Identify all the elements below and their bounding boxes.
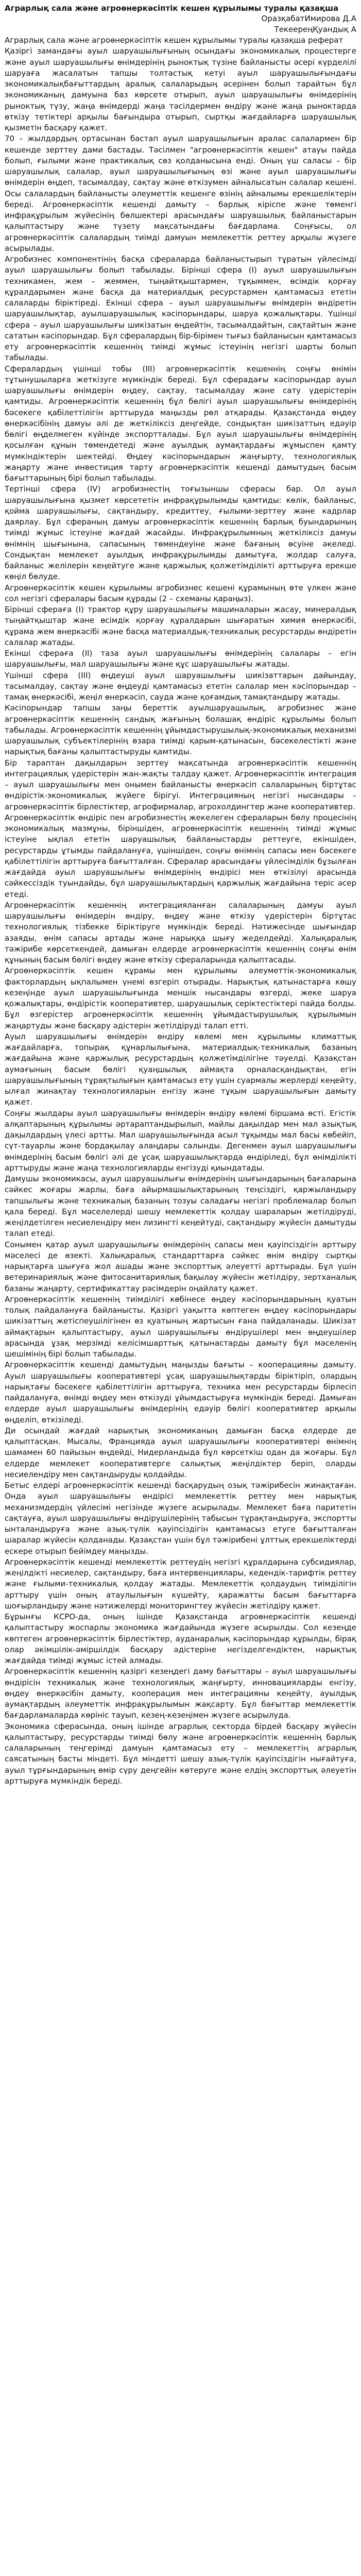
document-title: Аграрлық сала және агроөнеркәсіптік кешен құрылымы туралы қазақша — [5, 4, 339, 13]
paragraph-7: Агроөнеркәсіптік кешен құрылымы агробизнес кешені құрамының өте үлкен және сол негізгі сфералары басым құрады (2 – схеманы қараңыз). — [5, 583, 356, 603]
author-line-1: ОразқабатИмирова Д.А — [261, 14, 356, 23]
paragraph-16: Ауыл шаруашылығы өнімдерін өндіру көлемі мен құрылымы климаттық жағдайларға, топырақ құнарлылығына, материалдық-техникалық базаның жағдайына және қаржылық ресурстардың қолжетімділігіне тәуелді. Қазақстан аумағының басым бөлігі қуаңшылық аймақта орналасқандықтан, егін шаруашылығының тұрақтылығын қамтамасыз ету үшін суармалы жерлерді кеңейту, ылғал жинақтау технологияларын енгізу және тұқым шаруашылығын дамыту қажет. — [5, 1031, 357, 1107]
paragraph-19: Сонымен қатар ауыл шаруашылығы өнімдерінің сапасы мен қауіпсіздігін арттыру мәселесі де өзекті. Халықаралық стандарттарға сәйкес өнім өндіру сыртқы нарықтарға шығуға жол ашады және экспорттық әлеуетті арттырады. Бұл үшін ветеринариялық және фитосанитариялық бақылау жүйесін жетілдіру, зертханалық базаны жаңарту, сертификаттау рәсімдерін оңайлату қажет. — [5, 1240, 356, 1293]
paragraph-27: Экономика сферасында, оның ішінде аграрлық секторда бірдей басқару жүйесін қалыптастыру, ресурстарды тиімді бөлу және агроөнеркәсіптік кешеннің барлық салаларының теңгерімді дамуын қамтамасыз ету – мемлекеттің аграрлық саясатының басты міндеті. Бұл міндетті шешу азық-түлік қауіпсіздігін нығайтуға, ауыл тұрғындарының өмір сүру деңгейін көтеруге және елдің экспорттық әлеуетін арттыруға мүмкіндік береді. — [5, 1721, 356, 1786]
paragraph-12: Бір тараптан дақылдарын зерттеу мақсатында агроөнеркәсіптік кешеннің интеграциялық үдерістерін жан-жақты талдау қажет. Агроөнеркәсіптік интеграция – ауыл шаруашылығы мен онымен байланысты өнеркәсіп салаларының біртұтас өндірістік-экономикалық жүйеге бірігуі. Интеграцияның негізгі нысандары – агроөнеркәсіптік бірлестіктер, агрофирмалар, агрохолдингтер және кооперативтер. — [5, 758, 356, 811]
paragraph-6: Тертінші сфера (IV) агробизнестің тоғызыншы сферасы бар. Ол ауыл шаруашылығына қызмет көрсететін инфрақұрылымды қамтиды: көлік, байланыс, қойма шаруашылығы, сақтандыру, кредиттеу, ғылыми-зерттеу және кадрлар даярлау. Бұл сфераның дамуы агроөнеркәсіптік кешеннің барлық буындарының тиімді жұмыс істеуіне жағдай жасайды. Инфрақұрылымның жеткіліксіз дамуы өнімнің шығынына, сапасының төмендеуіне және бағаның өсуіне әкеледі. Сондықтан мемлекет ауылдық инфрақұрылымды дамытуға, жолдар салуға, байланыс желілерін кеңейтуге және қаржылық қолжетімділікті арттыруға ерекше көңіл бөлуде. — [5, 484, 356, 582]
paragraph-2: Қазіргі замандағы ауыл шаруашылығының осындағы экономикалық процестерге және ауыл шаруашылығы өнімдерінің рыноктық түзіне байланысты әсері күрделілі шаруаға жасалатын тапшы толтастық кетуі ауыл шаруашылығындағы экономикалықбағыттардың аралық салаларыдың әсерінен болып тарайтын бұл экономиканың дамуына баз көрсете отырып, ауыл шаруашылығы өнімдерінің рыноктық түзу, жаңа өнімдерді жаңа тәсілдермен өндіру және жаңа рыноктарда өткізу тетіктері арқылы бағындыра отырып, сыртқы жағдайларға шаруашылық қызметін басқару қажет. — [5, 46, 356, 132]
paragraph-9: Екінші сфераға (II) таза ауыл шаруашылығы өнімдерінің салалары – егін шаруашылығы, мал шаруашылығы және құс шаруашылығы жатады. — [5, 649, 356, 669]
paragraph-10: Үшінші сфера (III) өңдеуші ауыл шаруашылығы шикізаттарын дайындау, тасымалдау, сақтау және өңдеуді қамтамасыз ететін салалар мен кәсіпорындар – тамақ өнеркәсібі, жеңіл өнеркәсіп, сауда және қоғамдық тамақтандыру жатады. — [5, 670, 356, 702]
paragraph-18: Дамушы экономикасы, ауыл шаруашылығы өнімдерінің шығындарының бағаларына сәйкес жоғары жарлы, баға айырмашылықтарының теңсіздігі, қаржыландыру тапшылығы және техникалық базаның тозуы саладағы негізгі проблемалар болып қала береді. Бұл мәселелерді шешу мемлекеттік қолдау шараларын жетілдіруді, жеңілдетілген несиелендіру мен лизингті кеңейтуді, сақтандыру жүйесін дамытуды талап етеді. — [5, 1174, 356, 1239]
paragraph-11: Кәсіпорындар тапшы заңы береттік ауылшаруашылық, агробизнес және агроөнеркәсіптік кешеннің сандық жағының болашақ өндіріс құрылымы болып табылады. Агроөнеркәсіптік кешеннің ұйымдастырушылық-экономикалық механизмі шаруашылық субъектілерінің өзара тиімді қарым-қатынасын, бәсекелестікті және нарықтық бағаны қалыптастыруды қамтиды. — [5, 703, 356, 757]
paragraph-14: Агроөнеркәсіптік кешеннің интеграцияланған салаларының дамуы ауыл шаруашылығы өнімдерін өндіру, өңдеу және өткізу үдерістерін біртұтас технологиялық тізбекке біріктіруге мүмкіндік береді. Нәтижесінде шығындар азаяды, өнім сапасы артады және нарыққа шығу жеделдейді. Халықаралық тәжірибе көрсеткендей, дамыған елдерде агроөнеркәсіптік кешеннің соңғы өнім құнының басым бөлігі өңдеу және өткізу сфераларында қалыптасады. — [5, 900, 356, 964]
paragraph-17: Соңғы жылдары ауыл шаруашылығы өнімдерін өндіру көлемі біршама өсті. Егістік алқаптарының құрылымы әртараптандырылып, майлы дақылдар мен мал азықтық дақылдардың үлесі артты. Мал шаруашылығында асыл тұқымды мал басы көбейіп, сүт-тауарлы және бордақылау алаңдары салынды. Дегенмен ауыл шаруашылығы өнімдерінің басым бөлігі әлі де ұсақ шаруашылықтарда өндіріледі, бұл өнімділікті арттыруды және жаңа технологияларды енгізуді қиындатады. — [5, 1108, 356, 1173]
paragraph-8: Бірінші сфераға (I) трактор құру шаруашылығы машиналарын жасау, минералдық тыңайтқыштар және өсімдік қорғау құралдарын шығаратын химия өнеркәсібі, құрама жем өнеркәсібі және басқа материалдық-техникалық ресурстарды өндіретін салалар жатады. — [5, 605, 356, 647]
paragraph-5: Сфералардың үшінші тобы (III) агроөнеркәсіптік кешеннің соңғы өнімін тұтынушыларға жеткізуге мүмкіндік береді. Бұл сферадағы кәсіпорындар ауыл шаруашылығы өнімдерін өңдеу, сақтау, тасымалдау және сату үдерістерін қамтиды. Агроөнеркәсіптік кешеннің бұл бөлігі ауыл шаруашылығы өнімдерінің бәсекеге қабілеттілігін арттыруда маңызды рөл атқарады. Қазақстанда өңдеу өнеркәсібінің дамуы әлі де жеткіліксіз деңгейде, сондықтан шикізаттың едәуір бөлігі өңделмеген күйінде экспортталады. Бұл ауыл шаруашылығы өнімдерінің қосылған құнын төмендетеді және ауылдық аумақтардағы жұмыспен қамту мүмкіндіктерін шектейді. Өңдеу кәсіпорындарын жаңғырту, технологиялық жаңарту және инвестиция тарту агроөнеркәсіптік кешенді дамытудың басым бағыттарының бірі болып табылады. — [5, 364, 356, 483]
paragraph-23: Бетыс елдері агроөнеркәсіптік кешенді басқарудың озық тәжірибесін жинақтаған. Онда ауыл шаруашылығы өндірісі мемлекеттік реттеу мен нарықтық механизмдердің үйлесімі негізінде жүзеге асырылады. Мемлекет баға паритетін сақтауға, ауыл шаруашылығы өндірушілерінің табысын тұрақтандыруға, экспортты ынталандыруға және азық-түлік қауіпсіздігін қамтамасыз етуге бағытталған шаралар жүйесін қолданады. Қазақстан үшін бұл тәжірибені ұлттық ерекшеліктерді ескере отырып бейімдеу маңызды. — [5, 1481, 356, 1556]
paragraph-25: Бұрынғы КСРО-да, оның ішінде Қазақстанда агроөнеркәсіптік кешенді қалыптастыру жоспарлы экономика жағдайында жүзеге асырылды. Сол кезеңде көптеген агроөнеркәсіптік бірлестіктер, ауданаралық кәсіпорындар құрылды, бірақ олар әкімшілік-әміршілдік басқару әдістеріне негізделгендіктен, нарықтық жағдайда тиімді жұмыс істей алмады. — [5, 1612, 356, 1665]
paragraph-1: Аграрлық сала және агроөнеркәсіптік кешен құрылымы туралы қазақша реферат — [5, 36, 343, 45]
paragraph-13: Агроөнеркәсіптік өндіріс пен агробизнестің жекелеген сфераларын бөлу процесінің экономикалық мазмұны, біріншіден, агроөнеркәсіптік кешеннің тиімді жұмыс істеуіне ықпал ететін шаруашылық байланыстарды реттеуге, екіншіден, ресурстарды ұтымды пайдалануға, үшіншіден, соңғы өнімнің сапасы мен бәсекеге қабілеттілігін арттыруға бағытталған. Сфералар арасындағы үйлесімділік бұзылған жағдайда ауыл шаруашылығы өнімдерінің өндірісі мен өткізілуі арасында сәйкессіздік туындайды, бұл шаруашылықтардың қаржылық жағдайына теріс әсер етеді. — [5, 812, 356, 899]
paragraph-26: Агроөнеркәсіптік кешеннің қазіргі кезеңдегі даму бағыттары – ауыл шаруашылығы өндірісін техникалық және технологиялық жаңғырту, инновацияларды енгізу, өңдеу өнеркәсібін дамыту, кооперация мен интеграцияны кеңейту, ауылдық аумақтардың әлеуметтік инфрақұрылымын жақсарту. Бұл бағыттар мемлекеттік бағдарламаларда көрініс тауып, кезең-кезеңімен жүзеге асырылуда. — [5, 1667, 356, 1720]
paragraph-4: Агробизнес компонентінің басқа сфераларда байланыстырып тұратын үйлесімді ауыл шаруашылығы болып табылады. Бірінші сфера (I) ауыл шаруашылығын техникамен, жем – жеммен, тыңайтқыштармен, тұқыммен, өсімдік қорғау құралдарымен және басқа да материалдық ресурстармен қамтамасыз ететін салаларды біріктіреді. Екінші сфера – ауыл шаруашылығы өнімдерін өндіретін шаруашылықтар, ауылшаруашылық кәсіпорындары, шаруа қожалықтары. Үшінші сфера – ауыл шаруашылығы шикізатын өңдейтін, тасымалдайтын, сақтайтын және сататын кәсіпорындар. Бұл сфералардың бір-бірімен тығыз байланысын қамтамасыз ету агроөнеркәсіптік кешеннің тиімді жұмыс істеуінің негізгі шарты болып табылады. — [5, 255, 356, 363]
author-line-2: ТекеереңҚуандық А — [274, 25, 356, 34]
paragraph-22: Ди осындай жағдай нарықтық экономиканың дамыған басқа елдерде де қалыптасқан. Мысалы, Францияда ауыл шаруашылығы кооперативтері өнімнің шамамен 60 пайызын өңдейді, Нидерландыда бұл көрсеткіш одан да жоғары. Бұл елдерде мемлекет кооперативтерге салықтық жеңілдіктер беріп, оларды несиелендіру мен сақтандыруды қолдайды. — [5, 1426, 356, 1479]
paragraph-24: Агроөнеркәсіптік кешенді мемлекеттік реттеудің негізгі құралдарына субсидиялар, жеңілдікті несиелер, сақтандыру, баға интервенциялары, кедендік-тарифтік реттеу және ғылыми-техникалық қолдау жатады. Мемлекеттік қолдаудың тиімділігін арттыру үшін оның атаулылығын күшейту, қаражатты басым бағыттарға шоғырландыру және нәтижелерді мониторингтеу жүйесін жетілдіру қажет. — [5, 1557, 356, 1611]
paragraph-3: 70 – жылдардың ортасынан бастап ауыл шаруашылығын аралас салалармен бір кешенде зерттеу дами бастады. Тәсілмен "агроөнеркәсіптік кешен" атауы пайда болып, ғылыми және практикалық сөз қолданысына енді. Оның үш саласы – бір шаруашылық салалар, ауыл шаруашылығының өзі және ауыл шаруашылығы өнімдерін өңдеп, тасымалдау, сақтау және өткізумен айналысатын салалар кешені. Осы салалардың байланысты әлеуметтік кешенге өзінің айналымы ерекшеліктерін береді. Агроөнеркәсіптік кешенді дамыту – барлық кіріспе және төменгі инфрақұрылым жүйесінің бөлшектері арасындағы шаруашылық байланыстарын қалыптастыру және түзету мақсатындағы бағдарлама. Соңғысы, ол агроөнеркәсіптік салалардың тиімді дамуын мемлекеттік реттеу арқылы жүзеге асырылады. — [5, 134, 356, 253]
paragraph-20: Агроөнеркәсіптік кешеннің тиімділігі көбінесе өңдеу кәсіпорындарының қуатын толық пайдалануға байланысты. Қазіргі уақытта көптеген өңдеу кәсіпорындары шикізаттың жетіспеушілігінен өз қуатының жартысын ғана пайдаланады. Шикізат аймақтарын қалыптастыру, ауыл шаруашылығы өндірушілері мен өңдеушілер арасында ұзақ мерзімді келісімшарттық қатынастарды дамыту бұл мәселенің шешімінің бірі болып табылады. — [5, 1294, 356, 1359]
paragraph-15: Агроөнеркәсіптік кешен құрамы мен құрылымы әлеуметтік-экономикалық факторлардың ықпалымен үнемі өзгеріп отырады. Нарықтық қатынастарға көшу кезеңінде ауыл шаруашылығында меншік нысандары өзгерді, жеке шаруа қожалықтары, өндірістік кооперативтер, шаруашылық серіктестіктері пайда болды. Бұл өзгерістер агроөнеркәсіптік кешеннің ұйымдастырушылық құрылымын жаңартуды және басқару әдістерін жетілдіруді талап етті. — [5, 966, 356, 1030]
paragraph-21: Агроөнеркәсіптік кешенді дамытудың маңызды бағыты – кооперацияны дамыту. Ауыл шаруашылығы кооперативтері ұсақ шаруашылықтарды біріктіріп, олардың нарықтағы бәсекеге қабілеттілігін арттыруға, техника мен ресурстарды бірлесіп пайдалануға, өнімді өңдеу мен өткізуді ұйымдастыруға мүмкіндік береді. Дамыған елдерде ауыл шаруашылығы өнімдерінің едәуір бөлігі кооперативтер арқылы өңделіп, өткізіледі. — [5, 1360, 356, 1425]
